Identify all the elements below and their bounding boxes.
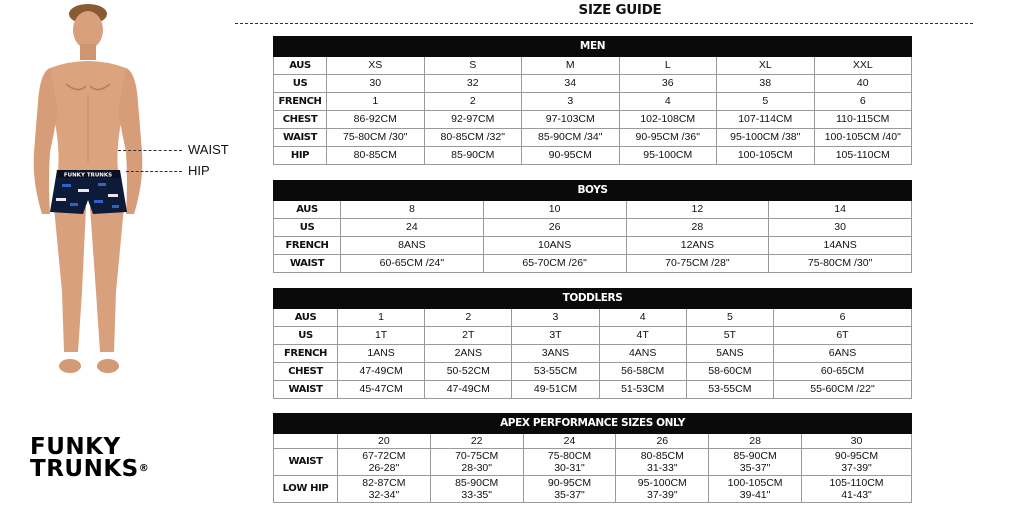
table-cell: 12 bbox=[626, 201, 769, 219]
table-cell: 50-52CM bbox=[425, 363, 512, 381]
table-cell: 3 bbox=[522, 93, 620, 111]
toddlers-heading: TODDLERS bbox=[274, 289, 912, 309]
table-cell: S bbox=[424, 57, 522, 75]
row-label: AUS bbox=[274, 57, 327, 75]
table-cell: XXL bbox=[814, 57, 912, 75]
row-label: US bbox=[274, 327, 338, 345]
table-cell: 67-72CM 26-28" bbox=[338, 449, 431, 476]
men-row-aus bbox=[274, 57, 912, 75]
men-row-hip bbox=[274, 147, 912, 165]
table-cell: 3 bbox=[512, 309, 599, 327]
table-cell: 105-110CM bbox=[814, 147, 912, 165]
row-label: WAIST bbox=[274, 129, 327, 147]
table-cell: 3T bbox=[512, 327, 599, 345]
apex-row-low-hip bbox=[274, 476, 912, 503]
table-cell: 107-114CM bbox=[717, 111, 815, 129]
table-cell: 47-49CM bbox=[338, 363, 425, 381]
table-cell: 85-90CM bbox=[424, 147, 522, 165]
table-cell: 49-51CM bbox=[512, 381, 599, 399]
table-cell: 1 bbox=[338, 309, 425, 327]
toddlers-row-waist bbox=[274, 381, 912, 399]
table-cell: 1ANS bbox=[338, 345, 425, 363]
model-figure-image bbox=[28, 2, 156, 380]
table-cell: 38 bbox=[717, 75, 815, 93]
table-cell: 47-49CM bbox=[425, 381, 512, 399]
row-label: WAIST bbox=[274, 255, 341, 273]
table-cell: 30 bbox=[327, 75, 425, 93]
row-label: WAIST bbox=[274, 381, 338, 399]
table-cell: 5T bbox=[686, 327, 773, 345]
title-divider bbox=[235, 23, 973, 24]
table-cell: 20 bbox=[338, 434, 431, 449]
table-cell: 12ANS bbox=[626, 237, 769, 255]
men-row-chest bbox=[274, 111, 912, 129]
table-cell: 4ANS bbox=[599, 345, 686, 363]
table-cell: 3ANS bbox=[512, 345, 599, 363]
table-cell: 26 bbox=[483, 219, 626, 237]
table-cell: 5 bbox=[717, 93, 815, 111]
row-label: CHEST bbox=[274, 111, 327, 129]
table-cell: 60-65CM /24" bbox=[341, 255, 484, 273]
table-cell: 70-75CM /28" bbox=[626, 255, 769, 273]
waist-guide-line bbox=[118, 150, 182, 151]
table-cell: 51-53CM bbox=[599, 381, 686, 399]
men-heading: MEN bbox=[274, 37, 912, 57]
size-guide-title: SIZE GUIDE bbox=[578, 2, 662, 18]
table-cell: 8 bbox=[341, 201, 484, 219]
table-cell: XS bbox=[327, 57, 425, 75]
row-label: FRENCH bbox=[274, 93, 327, 111]
table-cell: 95-100CM 37-39" bbox=[616, 476, 709, 503]
men-row-waist bbox=[274, 129, 912, 147]
apex-row-sizes bbox=[274, 434, 912, 449]
table-cell: XL bbox=[717, 57, 815, 75]
apex-size-table bbox=[273, 413, 912, 503]
boys-row-french bbox=[274, 237, 912, 255]
table-cell: 86-92CM bbox=[327, 111, 425, 129]
table-cell: 92-97CM bbox=[424, 111, 522, 129]
toddlers-row-chest bbox=[274, 363, 912, 381]
table-cell: 100-105CM bbox=[717, 147, 815, 165]
table-cell: 24 bbox=[523, 434, 616, 449]
table-cell: 4 bbox=[599, 309, 686, 327]
table-cell: 5 bbox=[686, 309, 773, 327]
boys-size-table bbox=[273, 180, 912, 273]
row-label: WAIST bbox=[274, 449, 338, 476]
table-cell: 70-75CM 28-30" bbox=[430, 449, 523, 476]
table-cell: 34 bbox=[522, 75, 620, 93]
table-cell: 75-80CM /30" bbox=[769, 255, 912, 273]
row-label: HIP bbox=[274, 147, 327, 165]
row-label: CHEST bbox=[274, 363, 338, 381]
logo-line-2 bbox=[30, 458, 170, 480]
table-cell: 56-58CM bbox=[599, 363, 686, 381]
toddlers-row-aus bbox=[274, 309, 912, 327]
men-row-us bbox=[274, 75, 912, 93]
table-cell: 90-95CM /36" bbox=[619, 129, 717, 147]
table-cell: 6 bbox=[814, 93, 912, 111]
table-cell: 90-95CM bbox=[522, 147, 620, 165]
table-cell: 40 bbox=[814, 75, 912, 93]
table-cell: 102-108CM bbox=[619, 111, 717, 129]
row-label: AUS bbox=[274, 309, 338, 327]
table-cell: 30 bbox=[802, 434, 912, 449]
table-cell: M bbox=[522, 57, 620, 75]
table-cell-empty bbox=[274, 434, 338, 449]
table-cell: 100-105CM 39-41" bbox=[709, 476, 802, 503]
trunks-waistband-text: FUNKY TRUNKS bbox=[63, 172, 113, 179]
hip-annotation: HIP bbox=[188, 163, 210, 178]
table-cell: L bbox=[619, 57, 717, 75]
table-cell: 32 bbox=[424, 75, 522, 93]
waist-annotation: WAIST bbox=[188, 142, 229, 157]
boys-heading: BOYS bbox=[274, 181, 912, 201]
table-cell: 2 bbox=[424, 93, 522, 111]
row-label: US bbox=[274, 75, 327, 93]
table-cell: 14 bbox=[769, 201, 912, 219]
table-cell: 85-90CM 35-37" bbox=[709, 449, 802, 476]
table-cell: 60-65CM bbox=[773, 363, 911, 381]
table-cell: 90-95CM 35-37" bbox=[523, 476, 616, 503]
table-cell: 26 bbox=[616, 434, 709, 449]
apex-row-waist bbox=[274, 449, 912, 476]
table-cell: 28 bbox=[709, 434, 802, 449]
table-cell: 24 bbox=[341, 219, 484, 237]
table-cell: 82-87CM 32-34" bbox=[338, 476, 431, 503]
toddlers-row-french bbox=[274, 345, 912, 363]
table-cell: 8ANS bbox=[341, 237, 484, 255]
apex-heading: APEX PERFORMANCE SIZES ONLY bbox=[274, 414, 912, 434]
table-cell: 30 bbox=[769, 219, 912, 237]
table-cell: 85-90CM /34" bbox=[522, 129, 620, 147]
table-cell: 95-100CM /38" bbox=[717, 129, 815, 147]
table-cell: 105-110CM 41-43" bbox=[802, 476, 912, 503]
boys-row-us bbox=[274, 219, 912, 237]
table-cell: 97-103CM bbox=[522, 111, 620, 129]
logo-line-2-text: TRUNKS bbox=[30, 456, 139, 482]
table-cell: 55-60CM /22" bbox=[773, 381, 911, 399]
table-cell: 53-55CM bbox=[686, 381, 773, 399]
table-cell: 6 bbox=[773, 309, 911, 327]
table-cell: 4T bbox=[599, 327, 686, 345]
row-label: AUS bbox=[274, 201, 341, 219]
table-cell: 75-80CM /30" bbox=[327, 129, 425, 147]
table-cell: 100-105CM /40" bbox=[814, 129, 912, 147]
toddlers-size-table bbox=[273, 288, 912, 399]
table-cell: 6T bbox=[773, 327, 911, 345]
table-cell: 90-95CM 37-39" bbox=[802, 449, 912, 476]
table-cell: 80-85CM bbox=[327, 147, 425, 165]
table-cell: 85-90CM 33-35" bbox=[430, 476, 523, 503]
table-cell: 65-70CM /26" bbox=[483, 255, 626, 273]
table-cell: 14ANS bbox=[769, 237, 912, 255]
table-cell: 53-55CM bbox=[512, 363, 599, 381]
registered-mark: ® bbox=[138, 463, 150, 474]
table-cell: 2 bbox=[425, 309, 512, 327]
table-cell: 45-47CM bbox=[338, 381, 425, 399]
boys-row-aus bbox=[274, 201, 912, 219]
table-cell: 10ANS bbox=[483, 237, 626, 255]
table-cell: 10 bbox=[483, 201, 626, 219]
table-cell: 6ANS bbox=[773, 345, 911, 363]
row-label: US bbox=[274, 219, 341, 237]
table-cell: 110-115CM bbox=[814, 111, 912, 129]
men-size-table bbox=[273, 36, 912, 165]
table-cell: 1T bbox=[338, 327, 425, 345]
table-cell: 5ANS bbox=[686, 345, 773, 363]
table-cell: 2T bbox=[425, 327, 512, 345]
table-cell: 80-85CM /32" bbox=[424, 129, 522, 147]
row-label: FRENCH bbox=[274, 237, 341, 255]
table-cell: 36 bbox=[619, 75, 717, 93]
table-cell: 2ANS bbox=[425, 345, 512, 363]
boys-row-waist bbox=[274, 255, 912, 273]
funky-trunks-logo bbox=[30, 436, 170, 480]
men-row-french bbox=[274, 93, 912, 111]
hip-guide-line bbox=[126, 171, 182, 172]
row-label: FRENCH bbox=[274, 345, 338, 363]
table-cell: 28 bbox=[626, 219, 769, 237]
row-label: LOW HIP bbox=[274, 476, 338, 503]
table-cell: 75-80CM 30-31" bbox=[523, 449, 616, 476]
table-cell: 1 bbox=[327, 93, 425, 111]
table-cell: 4 bbox=[619, 93, 717, 111]
trunks-graphic bbox=[50, 170, 127, 214]
table-cell: 58-60CM bbox=[686, 363, 773, 381]
table-cell: 80-85CM 31-33" bbox=[616, 449, 709, 476]
logo-line-1: FUNKY bbox=[30, 434, 121, 460]
table-cell: 22 bbox=[430, 434, 523, 449]
toddlers-row-us bbox=[274, 327, 912, 345]
table-cell: 95-100CM bbox=[619, 147, 717, 165]
